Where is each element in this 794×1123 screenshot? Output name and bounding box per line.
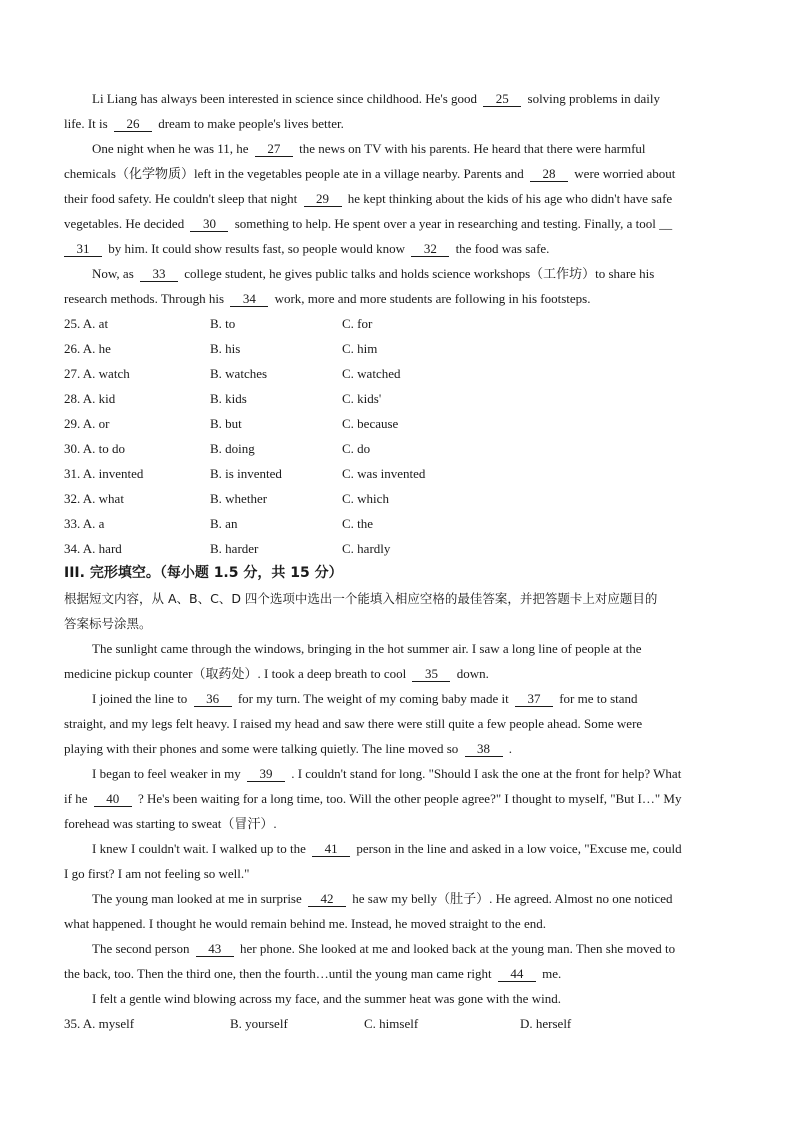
option-b: B. to: [210, 316, 236, 331]
passage-text: for my turn. The weight of my coming baby made it: [237, 691, 509, 706]
passage2-line-11: [64, 886, 732, 911]
blank-38: 38: [465, 741, 503, 757]
passage-text: work, more and more students are following in his footsteps.: [274, 291, 591, 306]
passage2-line-12: [64, 911, 732, 936]
passage-text: person in the line and asked in a low voice, "Excuse me, could: [356, 841, 682, 856]
option-b: B. harder: [210, 541, 259, 556]
option-a: 29. A. or: [64, 416, 110, 431]
option-a: 31. A. invented: [64, 466, 144, 481]
option-a: 25. A. at: [64, 316, 109, 331]
option-a: 32. A. what: [64, 491, 124, 506]
passage-text: down.: [456, 666, 489, 681]
option-a: 28. A. kid: [64, 391, 116, 406]
section-heading: III. 完形填空。（每小题 1.5 分，共 15 分）: [64, 565, 343, 581]
blank-33: 33: [140, 266, 178, 282]
passage-text: .: [508, 741, 513, 756]
option-a: 30. A. to do: [64, 441, 126, 456]
passage-text: by him. It could show results fast, so people would know: [108, 241, 406, 256]
option-c: C. because: [342, 416, 399, 431]
blank-44: 44: [498, 966, 536, 982]
passage1-line-6: [64, 211, 732, 236]
option-b: B. doing: [210, 441, 255, 456]
option-c: C. kids': [342, 391, 382, 406]
passage1-line-4: [64, 161, 732, 186]
option-c: C. watched: [342, 366, 401, 381]
passage-text: forehead was starting to sweat（冒汗）.: [64, 816, 277, 831]
blank-27: 27: [255, 141, 293, 157]
passage-text: something to help. He spent over a year in researching and testing. Finally, a tool: [234, 216, 656, 231]
passage2-line-6: [64, 761, 732, 786]
blank-40: 40: [94, 791, 132, 807]
option-d: D. herself: [520, 1016, 572, 1031]
option-row: [64, 411, 732, 436]
passage-text: if he: [64, 791, 88, 806]
option-a: 26. A. he: [64, 341, 111, 356]
blank-25: 25: [483, 91, 521, 107]
option-row: [64, 511, 732, 536]
passage2-line-8: [64, 811, 732, 836]
passage1-line-2: [64, 111, 732, 136]
blank-26: 26: [114, 116, 152, 132]
passage-text: medicine pickup counter（取药处）. I took a deep breath to cool: [64, 666, 407, 681]
passage-text: the food was safe.: [455, 241, 550, 256]
option-c: C. himself: [364, 1016, 419, 1031]
option-c: C. was invented: [342, 466, 426, 481]
blank-42: 42: [308, 891, 346, 907]
option-row: [64, 436, 732, 461]
passage-text: he saw my belly（肚子）. He agreed. Almost no one noticed: [352, 891, 673, 906]
passage2-line-7: [64, 786, 732, 811]
passage-text: dream to make people's lives better.: [158, 116, 344, 131]
blank-39: 39: [247, 766, 285, 782]
option-c: C. which: [342, 491, 389, 506]
blank-43: 43: [196, 941, 234, 957]
passage-text: The second person: [92, 941, 190, 956]
passage2-line-15: [64, 986, 732, 1011]
passage-text: . I couldn't stand for long. "Should I ask the one at the front for help? What: [291, 766, 682, 781]
passage2-line-5: [64, 736, 732, 761]
passage-text: life. It is: [64, 116, 108, 131]
passage-text: The young man looked at me in surprise: [92, 891, 302, 906]
passage2-line-13: [64, 936, 732, 961]
option-b: B. whether: [210, 491, 268, 506]
passage2-line-14: [64, 961, 732, 986]
passage-text: were worried about: [574, 166, 676, 181]
passage1-line-8: [64, 261, 732, 286]
section-instructions-2: 答案标号涂黑。: [64, 616, 152, 631]
passage-text: ? He's been waiting for a long time, too. Will the other people agree?" I thought to myself, "But I…" My: [137, 791, 682, 806]
passage1-line-5: [64, 186, 732, 211]
passage-text: I began to feel weaker in my: [92, 766, 241, 781]
passage-text: their food safety. He couldn't sleep that night: [64, 191, 298, 206]
option-c: C. him: [342, 341, 378, 356]
passage-text: her phone. She looked at me and looked back at the young man. Then she moved to: [239, 941, 676, 956]
option-row: [64, 361, 732, 386]
passage-text: I felt a gentle wind blowing across my face, and the summer heat was gone with the wind.: [92, 991, 561, 1006]
passage2-line-1: [64, 636, 732, 661]
passage-text: for me to stand: [559, 691, 638, 706]
option-c: C. hardly: [342, 541, 391, 556]
blank-28: 28: [530, 166, 568, 182]
blank-32: 32: [411, 241, 449, 257]
passage1-line-1: [64, 86, 732, 111]
option-row: [64, 311, 732, 336]
passage-text: research methods. Through his: [64, 291, 225, 306]
blank-36: 36: [194, 691, 232, 707]
option-b: B. but: [210, 416, 242, 431]
blank-37: 37: [515, 691, 553, 707]
passage1-line-3: [64, 136, 732, 161]
passage-text: solving problems in daily: [527, 91, 661, 106]
passage2-line-3: [64, 686, 732, 711]
exam-page: [64, 86, 732, 1036]
passage-text: I joined the line to: [92, 691, 188, 706]
passage1-line-7: [64, 236, 732, 261]
option-b: B. yourself: [230, 1016, 288, 1031]
passage-text: he kept thinking about the kids of his age who didn't have safe: [347, 191, 673, 206]
passage1-line-9: [64, 286, 732, 311]
option-row: [64, 536, 732, 561]
option-row: [64, 336, 732, 361]
option-row: [64, 461, 732, 486]
option-a: 34. A. hard: [64, 541, 122, 556]
section-instructions-1: 根据短文内容，从 A、B、C、D 四个选项中选出一个能填入相应空格的最佳答案，并把答题卡上对应题目的: [64, 591, 658, 606]
passage2-line-4: [64, 711, 732, 736]
option-c: C. for: [342, 316, 373, 331]
blank-41: 41: [312, 841, 350, 857]
option-row: [64, 386, 732, 411]
passage-text: the news on TV with his parents. He heard that there were harmful: [299, 141, 646, 156]
blank-34: 34: [230, 291, 268, 307]
option-b: B. watches: [210, 366, 268, 381]
passage-text: I go first? I am not feeling so well.": [64, 866, 250, 881]
passage-text: the back, too. Then the third one, then the fourth…until the young man came right: [64, 966, 492, 981]
blank-30: 30: [190, 216, 228, 232]
blank-35: 35: [412, 666, 450, 682]
option-c: C. the: [342, 516, 374, 531]
options-list-2: [64, 1011, 732, 1036]
option-a: 35. A. myself: [64, 1016, 135, 1031]
passage2-line-10: [64, 861, 732, 886]
option-b: B. his: [210, 341, 241, 356]
option-b: B. is invented: [210, 466, 282, 481]
passage-text: playing with their phones and some were talking quietly. The line moved so: [64, 741, 459, 756]
option-c: C. do: [342, 441, 371, 456]
option-a: 27. A. watch: [64, 366, 130, 381]
blank-31: 31: [64, 241, 102, 257]
option-a: 33. A. a: [64, 516, 105, 531]
blank-31-start: __: [659, 216, 673, 231]
passage-text: I knew I couldn't wait. I walked up to the: [92, 841, 306, 856]
option-row: [64, 1011, 732, 1036]
options-list-1: [64, 311, 732, 561]
passage2-line-9: [64, 836, 732, 861]
passage2-line-2: [64, 661, 732, 686]
passage-text: The sunlight came through the windows, bringing in the hot summer air. I saw a long line of people at the: [92, 641, 642, 656]
passage-text: what happened. I thought he would remain behind me. Instead, he moved straight to the end.: [64, 916, 546, 931]
passage-text: vegetables. He decided: [64, 216, 185, 231]
passage-text: chemicals（化学物质）left in the vegetables people ate in a village nearby. Parents and: [64, 166, 524, 181]
blank-29: 29: [304, 191, 342, 207]
passage-text: Li Liang has always been interested in science since childhood. He's good: [92, 91, 478, 106]
option-row: [64, 486, 732, 511]
passage-text: straight, and my legs felt heavy. I raised my head and saw there were still quite a few people ahead. Some were: [64, 716, 643, 731]
option-b: B. kids: [210, 391, 247, 406]
passage-text: Now, as: [92, 266, 134, 281]
passage-text: One night when he was 11, he: [92, 141, 249, 156]
passage-text: college student, he gives public talks and holds science workshops（工作坊）to share his: [184, 266, 655, 281]
passage-text: me.: [542, 966, 562, 981]
option-b: B. an: [210, 516, 238, 531]
